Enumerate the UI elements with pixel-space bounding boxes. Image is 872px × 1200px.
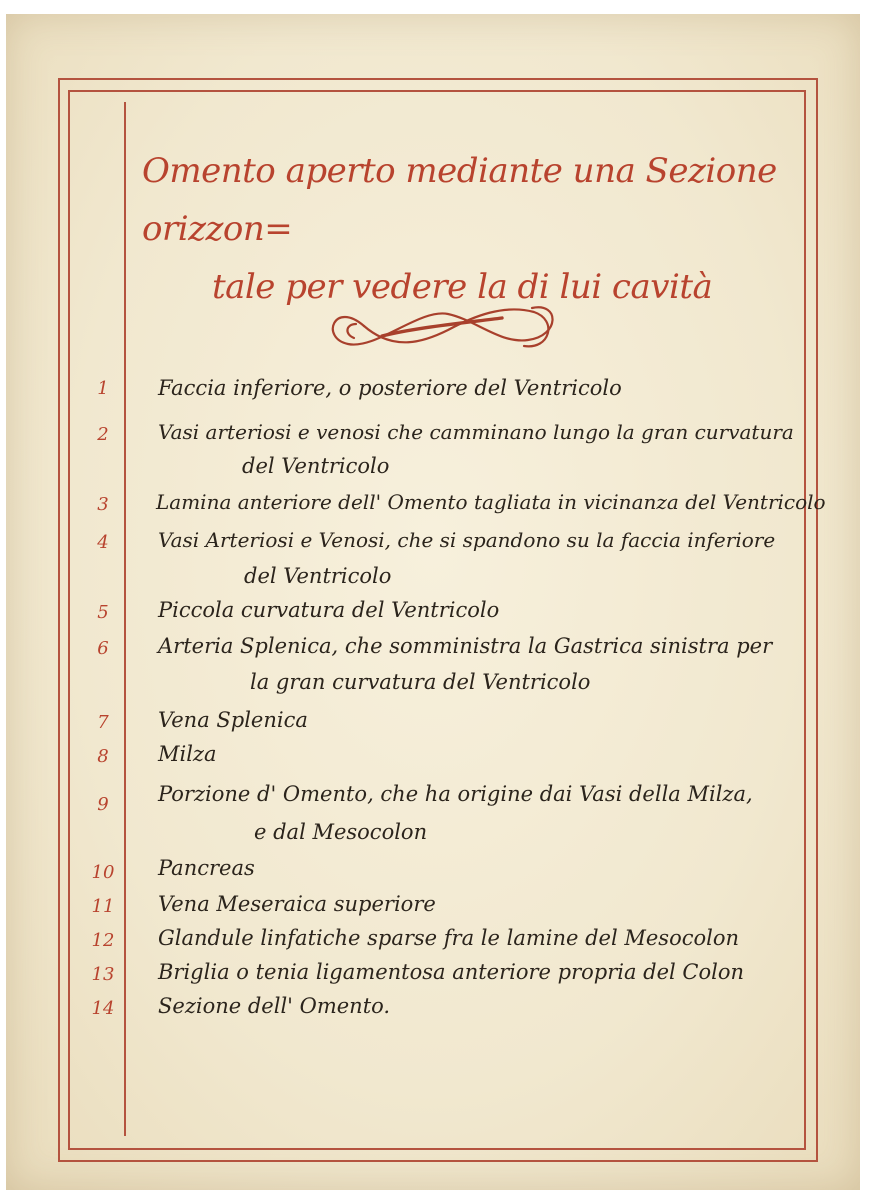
legend-number: 10 (91, 862, 115, 883)
legend-number: 2 (97, 424, 109, 445)
legend-number: 5 (97, 602, 109, 623)
page-title (142, 142, 792, 316)
legend-number: 7 (97, 712, 109, 733)
legend-text-continued: del Ventricolo (244, 564, 392, 588)
title-line-2: tale per vedere la di lui cavità (212, 267, 713, 307)
legend-number: 14 (91, 998, 115, 1019)
legend-number: 3 (97, 494, 109, 515)
legend-text: Sezione dell' Omento. (158, 994, 391, 1018)
legend-text: Vena Meseraica superiore (158, 892, 436, 916)
legend-text: Arteria Splenica, che somministra la Gastrica sinistra per (158, 634, 773, 658)
title-line-1: Omento aperto mediante una Sezione orizzon= (142, 151, 777, 249)
legend-number: 11 (91, 896, 115, 917)
legend-text-continued: la gran curvatura del Ventricolo (250, 670, 591, 694)
legend-text: Vasi Arteriosi e Venosi, che si spandono su la faccia inferiore (158, 528, 776, 552)
legend-number: 12 (91, 930, 115, 951)
legend-text: Vena Splenica (158, 708, 308, 732)
flourish-ornament (324, 294, 564, 358)
legend-text: Faccia inferiore, o posteriore del Ventricolo (158, 376, 622, 400)
legend-text: Lamina anteriore dell' Omento tagliata in vicinanza del Ventricolo (156, 490, 826, 514)
legend-number: 6 (97, 638, 109, 659)
legend-number: 8 (97, 746, 109, 767)
legend-number: 1 (97, 378, 109, 399)
legend-text: Piccola curvatura del Ventricolo (158, 598, 500, 622)
legend-text: Vasi arteriosi e venosi che camminano lungo la gran curvatura (158, 420, 794, 444)
legend-text: Milza (158, 742, 217, 766)
legend-number: 9 (97, 794, 109, 815)
legend-text-continued: e dal Mesocolon (254, 820, 428, 844)
legend-text: Briglia o tenia ligamentosa anteriore propria del Colon (158, 960, 745, 984)
legend-text: Pancreas (158, 856, 255, 880)
margin-rule (124, 102, 126, 1136)
paper-sheet (6, 14, 860, 1190)
legend-number: 13 (91, 964, 115, 985)
legend-text-continued: del Ventricolo (242, 454, 390, 478)
legend-text: Glandule linfatiche sparse fra le lamine del Mesocolon (158, 926, 739, 950)
legend-number: 4 (97, 532, 109, 553)
legend-text: Porzione d' Omento, che ha origine dai Vasi della Milza, (158, 782, 753, 806)
